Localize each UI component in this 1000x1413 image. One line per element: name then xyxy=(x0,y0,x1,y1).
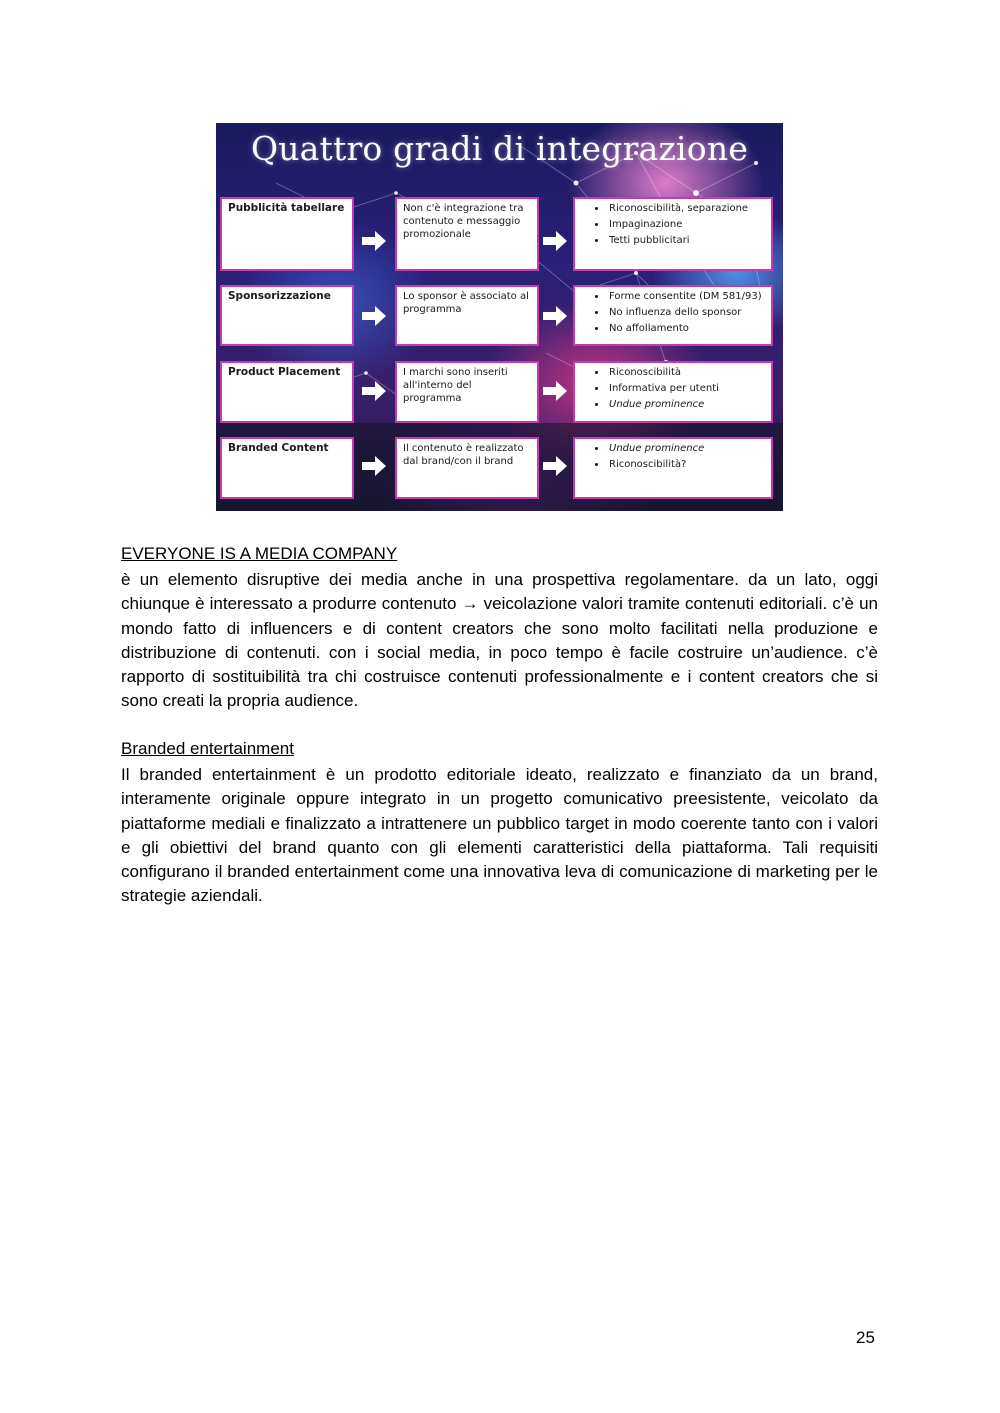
row-bullets-box xyxy=(573,197,773,271)
bullet-item: • Riconoscibilità, separazione xyxy=(607,202,765,215)
bullet-item: • No affollamento xyxy=(607,322,765,335)
row-description: Lo sponsor è associato al programma xyxy=(403,291,529,315)
page-number: 25 xyxy=(856,1328,875,1347)
slide-title: Quattro gradi di integrazione xyxy=(250,129,749,168)
arrow-right-icon xyxy=(362,231,386,251)
row-description: I marchi sono inseriti all'interno del programma xyxy=(403,367,508,404)
row-label: Branded Content xyxy=(228,442,329,454)
section-heading: EVERYONE IS A MEDIA COMPANY xyxy=(121,544,398,563)
row-label: Pubblicità tabellare xyxy=(228,202,345,214)
row-description-box xyxy=(395,437,539,499)
arrow-right-icon xyxy=(543,456,567,476)
arrow-right-icon xyxy=(543,306,567,326)
row-description-box xyxy=(395,361,539,423)
row-description: Il contenuto è realizzato dal brand/con il brand xyxy=(403,443,524,467)
arrow-right-icon xyxy=(543,381,567,401)
row-description-box xyxy=(395,285,539,346)
bullet-item: • Forme consentite (DM 581/93) xyxy=(607,290,765,303)
section-heading: Branded entertainment xyxy=(121,739,294,758)
arrow-right-icon xyxy=(543,231,567,251)
section-paragraph: Il branded entertainment è un prodotto editoriale ideato, realizzato e finanziato da un brand, interamente originale oppure integrato in un progetto comunicativo preesistente, veicolato da piattaforme mediali e finalizzato a intrattenere un pubblico target in modo coerente tanto con i valori e gli obiettivi del brand quanto con gli elementi caratteristici della piattaforma. Tali requisiti configurano il branded entertainment come una innovativa leva di comunicazione di marketing per le strategie aziendali. xyxy=(121,765,878,906)
row-description: Non c'è integrazione tra contenuto e messaggio promozionale xyxy=(403,203,524,240)
row-label-box xyxy=(220,197,354,271)
arrow-right-icon xyxy=(362,306,386,326)
row-bullets-box xyxy=(573,285,773,346)
bullet-item: • Riconoscibilità? xyxy=(607,458,765,471)
row-label-box xyxy=(220,285,354,346)
arrow-right-icon xyxy=(362,381,386,401)
bullet-item: • No influenza dello sponsor xyxy=(607,306,765,319)
bullet-item: • Riconoscibilità xyxy=(607,366,765,379)
bullet-item: • Tetti pubblicitari xyxy=(607,234,765,247)
row-label-box xyxy=(220,437,354,499)
bullet-item: • Informativa per utenti xyxy=(607,382,765,395)
arrow-right-icon xyxy=(362,456,386,476)
row-label: Sponsorizzazione xyxy=(228,290,331,302)
row-label-box xyxy=(220,361,354,423)
bullet-item: • Undue prominence xyxy=(607,398,765,411)
section-paragraph: è un elemento disruptive dei media anche in una prospettiva regolamentare. da un lato, oggi chiunque è interessato a produrre contenuto → veicolazione valori tramite contenuti editoriali. c’è un mondo fatto di influencers e di content creators che sono molto facilitati nella produzione e distribuzione di contenuti. con i social media, in poco tempo è facile costruire un’audience. c’è rapporto di sostituibilità tra chi costruisce contenuti professionalmente e i content creators che si sono creati la propria audience. xyxy=(121,570,878,711)
bullet-item: • Impaginazione xyxy=(607,218,765,231)
row-bullets-box xyxy=(573,437,773,499)
bullet-item: • Undue prominence xyxy=(607,442,765,455)
row-bullets-box xyxy=(573,361,773,423)
row-label: Product Placement xyxy=(228,366,341,378)
row-description-box xyxy=(395,197,539,271)
slide-image xyxy=(216,123,783,511)
